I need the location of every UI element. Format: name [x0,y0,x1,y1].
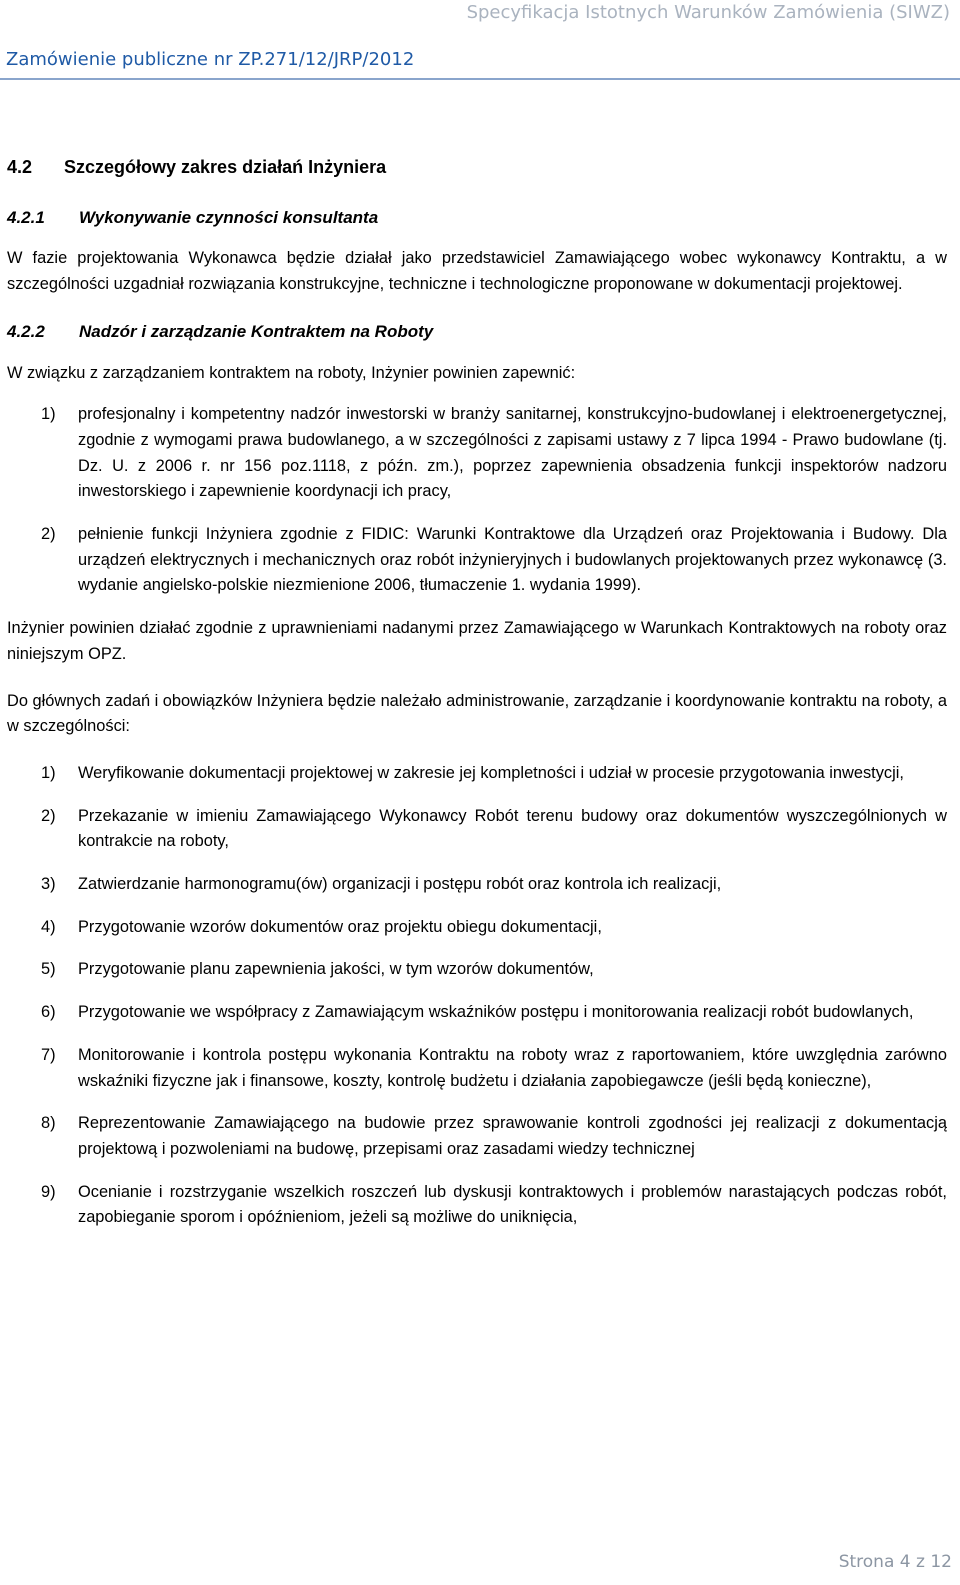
list-item [7,1043,947,1094]
subsection-heading-2 [7,319,947,345]
page-current: 4 [899,1552,911,1572]
list-item [7,1000,947,1026]
list-item-text: Przygotowanie we współpracy z Zamawiającym wskaźników postępu i monitorowania realizacji robót budowlanych, [78,1003,914,1022]
subsection-number-1: 4.2.1 [7,207,45,227]
subsection-1-paragraph: W fazie projektowania Wykonawca będzie działał jako przedstawiciel Zamawiającego wobec wykonawcy Kontraktu, a w szczególności uzgadniał rozwiązania konstrukcyjne, techniczne i technologiczne proponowane w dokumentacji projektowej. [7,249,947,294]
paragraph-powers: Inżynier powinien działać zgodnie z uprawnieniami nadanymi przez Zamawiającego w Warunkach Kontraktowych na roboty oraz niniejszym OPZ. [7,619,947,663]
list-item-number: 4) [41,917,56,936]
list-item-number: 2) [41,525,56,544]
list-item [7,402,947,505]
list-item-text: pełnienie funkcji Inżyniera zgodnie z FIDIC: Warunki Kontraktowe dla Urządzeń oraz Projektowania i Budowy. Dla urządzeń elektrycznych i mechanicznych oraz robót inżynieryjnych i budowlanych projektowanych przez wykonawcę (3. wydanie angielsko-polskie niezmienione 2006, tłumaczenie 1. wydania 1999). [78,525,947,595]
list-item-number: 1) [41,405,56,424]
list-item-text: Przygotowanie wzorów dokumentów oraz projektu obiegu dokumentacji, [78,917,602,936]
list-item-text: Zatwierdzanie harmonogramu(ów) organizacji i postępu robót oraz kontrola ich realizacji, [78,875,722,894]
page-word: Strona [838,1552,895,1572]
list-item-number: 3) [41,875,56,894]
list-item [7,804,947,855]
list-item-text: Monitorowanie i kontrola postępu wykonania Kontraktu na roboty wraz z raportowaniem, które uwzględnia zarówno wskaźniki fizyczne jak i finansowe, koszty, kontrolę budżetu i działania zapobiegawcze (jeśli będą konieczne), [78,1045,947,1090]
page-indicator [839,1552,952,1572]
list-item-number: 5) [41,960,56,979]
list-item-text: profesjonalny i kompetentny nadzór inwestorski w branży sanitarnej, konstrukcyjno-budowlanej i elektroenergetycznej, zgodnie z wymogami prawa budowlanego, a w szczególności z zapisami ustawy z 7 lipca 1994 - Prawo budowlane (tj. Dz. U. z 2006 r. nr 156 poz.1118, z późn. zm.), poprzez zapewnienia obsadzenia funkcji inspektorów nadzoru inwestorskiego i zapewnienie koordynacji ich pracy, [78,405,947,501]
document-body [7,155,947,1248]
subsection-title-1: Wykonywanie czynności konsultanta [79,207,379,227]
header-divider [0,78,960,80]
duties-list [7,761,947,1231]
list-item-number: 7) [41,1045,56,1064]
document-title: Specyfikacja Istotnych Warunków Zamówienia (SIWZ) [466,2,950,23]
list-item-text: Weryfikowanie dokumentacji projektowej w zakresie jej kompletności i udział w procesie przygotowania inwestycji, [78,763,904,782]
subsection-heading-1 [7,205,947,231]
subsection-number-2: 4.2.2 [7,321,45,341]
section-heading [7,155,947,181]
list-item-text: Reprezentowanie Zamawiającego na budowie przez sprawowanie kontroli zgodności jej realizacji z dokumentacją projektową i pozwoleniami na budowę, przepisami oraz zasadami wiedzy technicznej [78,1114,947,1158]
section-number: 4.2 [7,157,33,177]
list-item [7,872,947,898]
paragraph-duties-intro: Do głównych zadań i obowiązków Inżyniera będzie należało administrowanie, zarządzanie i koordynowanie kontraktu na roboty, a w szczególności: [7,691,947,736]
subsection-2-intro: W związku z zarządzaniem kontraktem na roboty, Inżynier powinien zapewnić: [7,363,576,382]
section-title: Szczegółowy zakres działań Inżyniera [64,157,387,177]
list-item [7,522,947,599]
list-item-number: 9) [41,1182,56,1201]
list-item-text: Ocenianie i rozstrzyganie wszelkich roszczeń lub dyskusji kontraktowych i problemów narastających podczas robót, zapobieganie sporom i opóźnieniom, jeżeli są możliwe do uniknięcia, [78,1182,947,1227]
list-item [7,915,947,941]
list-item [7,957,947,983]
list-item-number: 1) [41,763,56,782]
list-item [7,1111,947,1162]
list-item-number: 2) [41,806,56,825]
order-number: Zamówienie publiczne nr ZP.271/12/JRP/2012 [6,49,415,70]
list-item [7,1180,947,1231]
list-item-text: Przygotowanie planu zapewnienia jakości, w tym wzorów dokumentów, [78,960,594,979]
list-item-number: 8) [41,1114,56,1133]
list-item-number: 6) [41,1003,56,1022]
list-item-text: Przekazanie w imieniu Zamawiającego Wykonawcy Robót terenu budowy oraz dokumentów wyszczególnionych w kontrakcie na roboty, [78,806,947,851]
page-separator: z [916,1552,925,1572]
requirements-list [7,402,947,599]
list-item [7,761,947,787]
subsection-title-2: Nadzór i zarządzanie Kontraktem na Roboty [79,321,434,341]
page-total: 12 [930,1552,952,1572]
